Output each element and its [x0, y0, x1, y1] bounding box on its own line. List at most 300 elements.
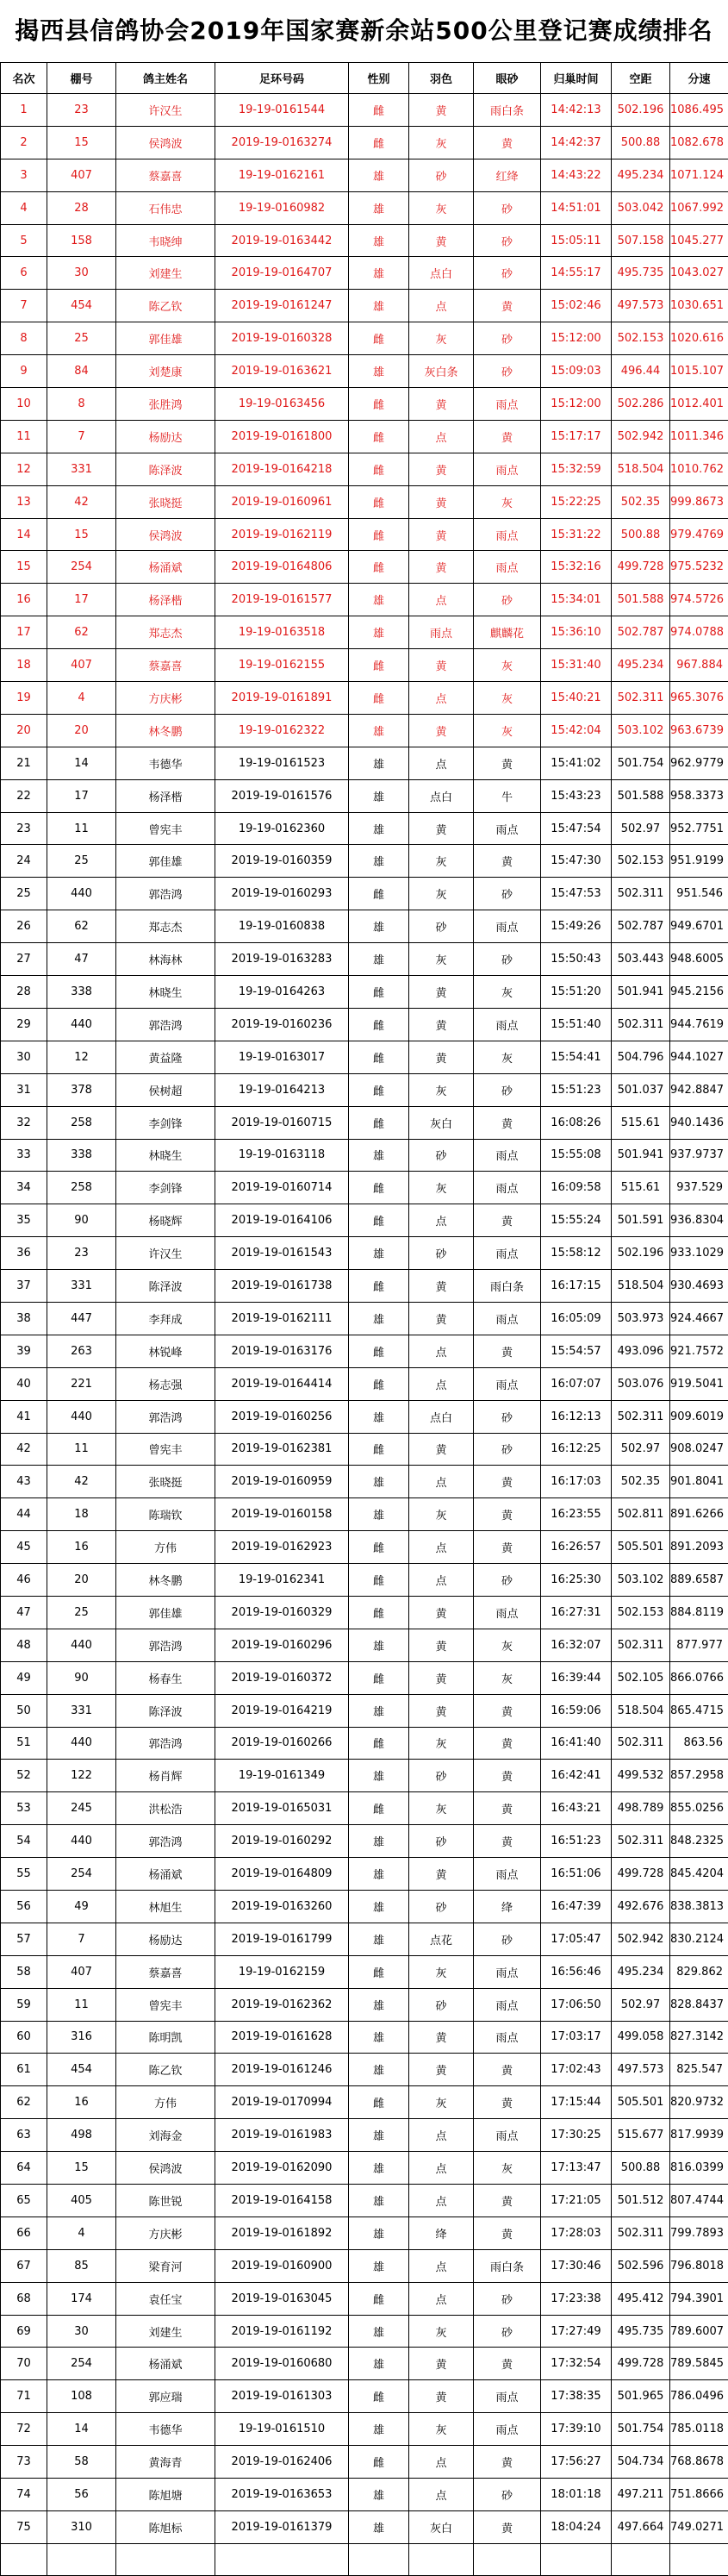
cell-owner: 郭浩鸿 — [116, 1629, 215, 1661]
cell-time: 16:42:41 — [541, 1760, 612, 1792]
cell-distance: 502.153 — [612, 1596, 670, 1629]
cell-loft: 23 — [47, 94, 116, 127]
cell-distance: 503.973 — [612, 1302, 670, 1335]
cell-speed: 940.1436 — [670, 1106, 728, 1139]
table-row — [1, 714, 728, 747]
cell-rank: 38 — [1, 1302, 47, 1335]
cell-speed: 974.0788 — [670, 616, 728, 649]
cell-eye: 黄 — [474, 1760, 541, 1792]
cell-sex: 雄 — [349, 1694, 409, 1727]
cell-time: 16:09:58 — [541, 1172, 612, 1204]
cell-rank: 47 — [1, 1596, 47, 1629]
cell-color: 砂 — [409, 1890, 474, 1923]
table-row — [1, 94, 728, 127]
cell-distance: 501.941 — [612, 1139, 670, 1172]
cell-owner: 杨肖辉 — [116, 1760, 215, 1792]
cell-speed: 866.0766 — [670, 1661, 728, 1694]
header-row — [1, 63, 728, 94]
cell-loft: 23 — [47, 1237, 116, 1270]
cell-speed: 848.2325 — [670, 1825, 728, 1858]
cell-rank: 24 — [1, 845, 47, 878]
cell-distance: 515.61 — [612, 1106, 670, 1139]
cell-time: 16:23:55 — [541, 1498, 612, 1531]
cell-ring: 19-19-0160982 — [215, 191, 349, 224]
cell-ring: 2019-19-0161983 — [215, 2119, 349, 2152]
cell-color: 黄 — [409, 1596, 474, 1629]
cell-owner: 韦德华 — [116, 747, 215, 779]
cell-speed: 944.7619 — [670, 1008, 728, 1041]
cell-time: 15:12:00 — [541, 388, 612, 421]
cell-color: 黄 — [409, 453, 474, 485]
cell-distance: 518.504 — [612, 1270, 670, 1303]
table-row — [1, 2348, 728, 2380]
cell-ring: 2019-19-0162119 — [215, 518, 349, 551]
table-row — [1, 1041, 728, 1073]
cell-rank: 9 — [1, 355, 47, 388]
cell-eye: 砂 — [474, 224, 541, 257]
cell-distance: 502.311 — [612, 1400, 670, 1433]
cell-speed: 820.9732 — [670, 2086, 728, 2119]
cell-owner: 杨志强 — [116, 1367, 215, 1400]
cell-sex: 雌 — [349, 1008, 409, 1041]
cell-eye: 雨点 — [474, 551, 541, 584]
cell-speed: 901.8041 — [670, 1466, 728, 1498]
cell-loft: 11 — [47, 1988, 116, 2021]
cell-color: 点白 — [409, 779, 474, 812]
cell-loft: 17 — [47, 584, 116, 616]
cell-owner: 陈乙钦 — [116, 2054, 215, 2086]
cell-distance: 503.102 — [612, 714, 670, 747]
cell-loft: 258 — [47, 1106, 116, 1139]
table-row — [1, 1629, 728, 1661]
cell-eye: 雨白条 — [474, 1270, 541, 1303]
cell-rank: 72 — [1, 2413, 47, 2446]
cell-ring: 19-19-0163456 — [215, 388, 349, 421]
cell-time: 17:21:05 — [541, 2185, 612, 2217]
table-row — [1, 2380, 728, 2413]
cell-color: 黄 — [409, 518, 474, 551]
cell-time: 15:43:23 — [541, 779, 612, 812]
cell-owner: 郭佳雄 — [116, 845, 215, 878]
cell-distance: 497.573 — [612, 290, 670, 322]
cell-sex: 雌 — [349, 485, 409, 518]
cell-distance: 500.88 — [612, 126, 670, 159]
cell-owner: 郭佳雄 — [116, 1596, 215, 1629]
cell-distance: 496.44 — [612, 355, 670, 388]
cell-color: 灰白条 — [409, 355, 474, 388]
cell-loft: 20 — [47, 714, 116, 747]
cell-eye: 砂 — [474, 878, 541, 910]
cell-rank: 71 — [1, 2380, 47, 2413]
cell-sex: 雄 — [349, 2413, 409, 2446]
cell-color: 灰 — [409, 1792, 474, 1825]
cell-time: 16:05:09 — [541, 1302, 612, 1335]
cell-loft: 454 — [47, 290, 116, 322]
cell-sex: 雌 — [349, 1172, 409, 1204]
cell-sex: 雌 — [349, 976, 409, 1009]
table-row — [1, 1008, 728, 1041]
cell-time: 15:05:11 — [541, 224, 612, 257]
cell-eye: 灰 — [474, 1661, 541, 1694]
cell-speed: 975.5232 — [670, 551, 728, 584]
cell-ring: 19-19-0161544 — [215, 94, 349, 127]
cell-rank: 19 — [1, 682, 47, 715]
cell-color: 黄 — [409, 1858, 474, 1891]
cell-eye: 黄 — [474, 1694, 541, 1727]
cell-color: 灰 — [409, 2413, 474, 2446]
cell-time: 15:55:24 — [541, 1204, 612, 1237]
cell-distance: 502.196 — [612, 94, 670, 127]
cell-loft: 122 — [47, 1760, 116, 1792]
cell-eye: 黄 — [474, 2510, 541, 2543]
cell-sex: 雄 — [349, 779, 409, 812]
cell-owner: 韦晓绅 — [116, 224, 215, 257]
cell-rank: 29 — [1, 1008, 47, 1041]
cell-rank: 31 — [1, 1073, 47, 1106]
cell-speed: 751.8666 — [670, 2479, 728, 2511]
cell-eye: 黄 — [474, 1727, 541, 1760]
cell-loft: 28 — [47, 191, 116, 224]
cell-owner: 陈瑞钦 — [116, 1498, 215, 1531]
cell-color: 黄 — [409, 2054, 474, 2086]
cell-sex: 雌 — [349, 1106, 409, 1139]
cell-rank: 37 — [1, 1270, 47, 1303]
cell-speed: 857.2958 — [670, 1760, 728, 1792]
cell-time: 15:49:26 — [541, 910, 612, 943]
cell-eye: 绛 — [474, 1890, 541, 1923]
cell-time: 16:25:30 — [541, 1564, 612, 1597]
cell-eye: 砂 — [474, 1923, 541, 1955]
cell-sex: 雌 — [349, 1204, 409, 1237]
cell-sex: 雄 — [349, 714, 409, 747]
header-loft: 棚号 — [47, 63, 116, 94]
table-row — [1, 812, 728, 845]
cell-speed: 865.4715 — [670, 1694, 728, 1727]
cell-distance: 493.096 — [612, 1335, 670, 1367]
table-row — [1, 1661, 728, 1694]
cell-eye: 雨点 — [474, 388, 541, 421]
cell-time: 15:32:16 — [541, 551, 612, 584]
cell-ring: 2019-19-0163274 — [215, 126, 349, 159]
cell-eye: 雨点 — [474, 2119, 541, 2152]
cell-eye: 红绛 — [474, 159, 541, 191]
cell-ring: 2019-19-0161891 — [215, 682, 349, 715]
cell-color: 点花 — [409, 1923, 474, 1955]
table-row — [1, 1106, 728, 1139]
cell-sex: 雌 — [349, 388, 409, 421]
cell-loft: 440 — [47, 1629, 116, 1661]
cell-color: 点 — [409, 1564, 474, 1597]
cell-color: 点白 — [409, 257, 474, 290]
cell-owner: 许汉生 — [116, 94, 215, 127]
table-row — [1, 322, 728, 355]
cell-speed: 974.5726 — [670, 584, 728, 616]
cell-speed: 799.7893 — [670, 2216, 728, 2249]
cell-owner: 杨涌斌 — [116, 2348, 215, 2380]
cell-owner: 侯树超 — [116, 1073, 215, 1106]
cell-eye: 黄 — [474, 2348, 541, 2380]
cell-time: 14:55:17 — [541, 257, 612, 290]
cell-time: 16:56:46 — [541, 1955, 612, 1988]
cell-eye: 雨点 — [474, 2413, 541, 2446]
cell-distance: 505.501 — [612, 2086, 670, 2119]
cell-rank: 12 — [1, 453, 47, 485]
table-row — [1, 2446, 728, 2479]
cell-speed: 958.3373 — [670, 779, 728, 812]
cell-loft: 15 — [47, 518, 116, 551]
cell-color: 灰 — [409, 191, 474, 224]
cell-speed: 933.1029 — [670, 1237, 728, 1270]
cell-speed: 1011.346 — [670, 420, 728, 453]
cell-color: 点白 — [409, 1400, 474, 1433]
cell-ring: 19-19-0163017 — [215, 1041, 349, 1073]
cell-speed: 967.884 — [670, 649, 728, 682]
cell-owner: 曾宪丰 — [116, 812, 215, 845]
cell-time: 14:51:01 — [541, 191, 612, 224]
cell-owner: 郑志杰 — [116, 616, 215, 649]
cell-speed: 979.4769 — [670, 518, 728, 551]
cell-sex: 雄 — [349, 1760, 409, 1792]
cell-sex: 雌 — [349, 1073, 409, 1106]
table-row — [1, 1760, 728, 1792]
table-row — [1, 1270, 728, 1303]
cell-rank: 62 — [1, 2086, 47, 2119]
cell-owner: 郭佳雄 — [116, 322, 215, 355]
cell-rank: 33 — [1, 1139, 47, 1172]
cell-sex: 雄 — [349, 2315, 409, 2348]
cell-rank: 13 — [1, 485, 47, 518]
cell-time: 16:51:06 — [541, 1858, 612, 1891]
cell-loft: 18 — [47, 1498, 116, 1531]
table-row — [1, 1792, 728, 1825]
cell-loft: 47 — [47, 943, 116, 976]
cell-rank: 63 — [1, 2119, 47, 2152]
cell-ring: 19-19-0161349 — [215, 1760, 349, 1792]
cell-loft: 56 — [47, 2479, 116, 2511]
cell-rank: 1 — [1, 94, 47, 127]
cell-speed: 1012.401 — [670, 388, 728, 421]
cell-sex: 雄 — [349, 910, 409, 943]
cell-rank: 8 — [1, 322, 47, 355]
cell-sex: 雄 — [349, 2185, 409, 2217]
cell-owner: 张晓挺 — [116, 1466, 215, 1498]
table-row — [1, 518, 728, 551]
cell-eye: 灰 — [474, 1629, 541, 1661]
cell-sex: 雄 — [349, 1400, 409, 1433]
cell-color: 砂 — [409, 1237, 474, 1270]
cell-rank: 46 — [1, 1564, 47, 1597]
table-row — [1, 2249, 728, 2282]
cell-color: 灰 — [409, 845, 474, 878]
cell-owner: 方庆彬 — [116, 2216, 215, 2249]
cell-ring: 2019-19-0164414 — [215, 1367, 349, 1400]
cell-distance: 498.789 — [612, 1792, 670, 1825]
cell-time: 16:27:31 — [541, 1596, 612, 1629]
cell-speed: 951.546 — [670, 878, 728, 910]
cell-rank: 67 — [1, 2249, 47, 2282]
cell-distance: 501.754 — [612, 747, 670, 779]
cell-loft: 331 — [47, 453, 116, 485]
cell-owner: 林海林 — [116, 943, 215, 976]
cell-color: 黄 — [409, 649, 474, 682]
cell-eye: 雨点 — [474, 1955, 541, 1988]
cell-rank: 28 — [1, 976, 47, 1009]
cell-owner: 刘楚康 — [116, 355, 215, 388]
cell-distance: 502.35 — [612, 1466, 670, 1498]
cell-ring: 2019-19-0162362 — [215, 1988, 349, 2021]
cell-color: 点 — [409, 1367, 474, 1400]
cell-speed: 830.2124 — [670, 1923, 728, 1955]
cell-eye: 雨点 — [474, 1172, 541, 1204]
cell-rank: 17 — [1, 616, 47, 649]
cell-owner: 刘建生 — [116, 2315, 215, 2348]
cell-rank: 26 — [1, 910, 47, 943]
cell-eye: 黄 — [474, 845, 541, 878]
cell-loft: 16 — [47, 2086, 116, 2119]
cell-time: 16:07:07 — [541, 1367, 612, 1400]
table-row — [1, 616, 728, 649]
cell-speed: 749.0271 — [670, 2510, 728, 2543]
cell-speed: 1020.616 — [670, 322, 728, 355]
cell-distance: 501.588 — [612, 779, 670, 812]
table-row — [1, 1955, 728, 1988]
cell-owner: 黄益隆 — [116, 1041, 215, 1073]
cell-loft: 42 — [47, 485, 116, 518]
cell-distance: 501.965 — [612, 2380, 670, 2413]
cell-sex: 雌 — [349, 1433, 409, 1466]
cell-ring: 2019-19-0161628 — [215, 2021, 349, 2054]
cell-speed: 930.4693 — [670, 1270, 728, 1303]
cell-time: 15:51:40 — [541, 1008, 612, 1041]
empty-cell — [541, 2543, 612, 2575]
table-row — [1, 1498, 728, 1531]
header-ring: 足环号码 — [215, 63, 349, 94]
cell-eye: 雨点 — [474, 2380, 541, 2413]
cell-ring: 2019-19-0160292 — [215, 1825, 349, 1858]
cell-color: 灰 — [409, 1498, 474, 1531]
table-row — [1, 1988, 728, 2021]
cell-speed: 999.8673 — [670, 485, 728, 518]
cell-distance: 497.664 — [612, 2510, 670, 2543]
table-row — [1, 257, 728, 290]
cell-sex: 雄 — [349, 1923, 409, 1955]
cell-ring: 2019-19-0162111 — [215, 1302, 349, 1335]
cell-ring: 2019-19-0161892 — [215, 2216, 349, 2249]
cell-sex: 雄 — [349, 1139, 409, 1172]
table-row — [1, 126, 728, 159]
cell-color: 灰 — [409, 1955, 474, 1988]
cell-color: 点 — [409, 290, 474, 322]
cell-eye: 黄 — [474, 1792, 541, 1825]
cell-color: 黄 — [409, 1433, 474, 1466]
cell-ring: 2019-19-0161800 — [215, 420, 349, 453]
cell-ring: 2019-19-0164218 — [215, 453, 349, 485]
cell-eye: 黄 — [474, 126, 541, 159]
cell-sex: 雄 — [349, 812, 409, 845]
cell-eye: 黄 — [474, 1825, 541, 1858]
cell-rank: 16 — [1, 584, 47, 616]
cell-distance: 502.97 — [612, 1433, 670, 1466]
cell-speed: 942.8847 — [670, 1073, 728, 1106]
cell-sex: 雄 — [349, 1825, 409, 1858]
table-row — [1, 388, 728, 421]
cell-ring: 19-19-0164263 — [215, 976, 349, 1009]
cell-ring: 19-19-0163518 — [215, 616, 349, 649]
cell-rank: 39 — [1, 1335, 47, 1367]
cell-speed: 951.9199 — [670, 845, 728, 878]
cell-loft: 440 — [47, 1008, 116, 1041]
table-row — [1, 2315, 728, 2348]
cell-time: 15:58:12 — [541, 1237, 612, 1270]
cell-ring: 2019-19-0161543 — [215, 1237, 349, 1270]
cell-sex: 雄 — [349, 2249, 409, 2282]
cell-color: 黄 — [409, 1270, 474, 1303]
cell-ring: 2019-19-0163045 — [215, 2282, 349, 2315]
cell-eye: 雨点 — [474, 1139, 541, 1172]
cell-owner: 陈泽波 — [116, 1694, 215, 1727]
cell-sex: 雄 — [349, 2216, 409, 2249]
cell-distance: 501.037 — [612, 1073, 670, 1106]
cell-time: 15:36:10 — [541, 616, 612, 649]
cell-sex: 雄 — [349, 1629, 409, 1661]
cell-rank: 51 — [1, 1727, 47, 1760]
cell-loft: 85 — [47, 2249, 116, 2282]
cell-sex: 雌 — [349, 94, 409, 127]
cell-sex: 雌 — [349, 2282, 409, 2315]
cell-sex: 雌 — [349, 1270, 409, 1303]
cell-distance: 502.787 — [612, 910, 670, 943]
cell-ring: 19-19-0162159 — [215, 1955, 349, 1988]
cell-rank: 36 — [1, 1237, 47, 1270]
header-time: 归巢时间 — [541, 63, 612, 94]
cell-speed: 963.6739 — [670, 714, 728, 747]
cell-ring: 2019-19-0164106 — [215, 1204, 349, 1237]
cell-rank: 32 — [1, 1106, 47, 1139]
cell-time: 15:55:08 — [541, 1139, 612, 1172]
cell-owner: 刘海金 — [116, 2119, 215, 2152]
cell-rank: 10 — [1, 388, 47, 421]
cell-loft: 49 — [47, 1890, 116, 1923]
cell-color: 黄 — [409, 714, 474, 747]
table-row — [1, 1139, 728, 1172]
cell-ring: 2019-19-0161577 — [215, 584, 349, 616]
cell-owner: 杨涌斌 — [116, 1858, 215, 1891]
cell-eye: 砂 — [474, 2282, 541, 2315]
cell-rank: 57 — [1, 1923, 47, 1955]
cell-owner: 张胜鸿 — [116, 388, 215, 421]
cell-distance: 515.677 — [612, 2119, 670, 2152]
cell-rank: 68 — [1, 2282, 47, 2315]
cell-rank: 73 — [1, 2446, 47, 2479]
cell-ring: 2019-19-0163260 — [215, 1890, 349, 1923]
cell-ring: 2019-19-0160359 — [215, 845, 349, 878]
cell-speed: 891.6266 — [670, 1498, 728, 1531]
cell-eye: 雨点 — [474, 518, 541, 551]
cell-rank: 40 — [1, 1367, 47, 1400]
cell-loft: 254 — [47, 2348, 116, 2380]
cell-rank: 5 — [1, 224, 47, 257]
cell-sex: 雄 — [349, 584, 409, 616]
cell-color: 砂 — [409, 1760, 474, 1792]
header-speed: 分速 — [670, 63, 728, 94]
cell-color: 点 — [409, 420, 474, 453]
cell-loft: 440 — [47, 1825, 116, 1858]
cell-speed: 919.5041 — [670, 1367, 728, 1400]
cell-rank: 4 — [1, 191, 47, 224]
cell-distance: 518.504 — [612, 1694, 670, 1727]
cell-distance: 495.234 — [612, 649, 670, 682]
cell-distance: 518.504 — [612, 453, 670, 485]
